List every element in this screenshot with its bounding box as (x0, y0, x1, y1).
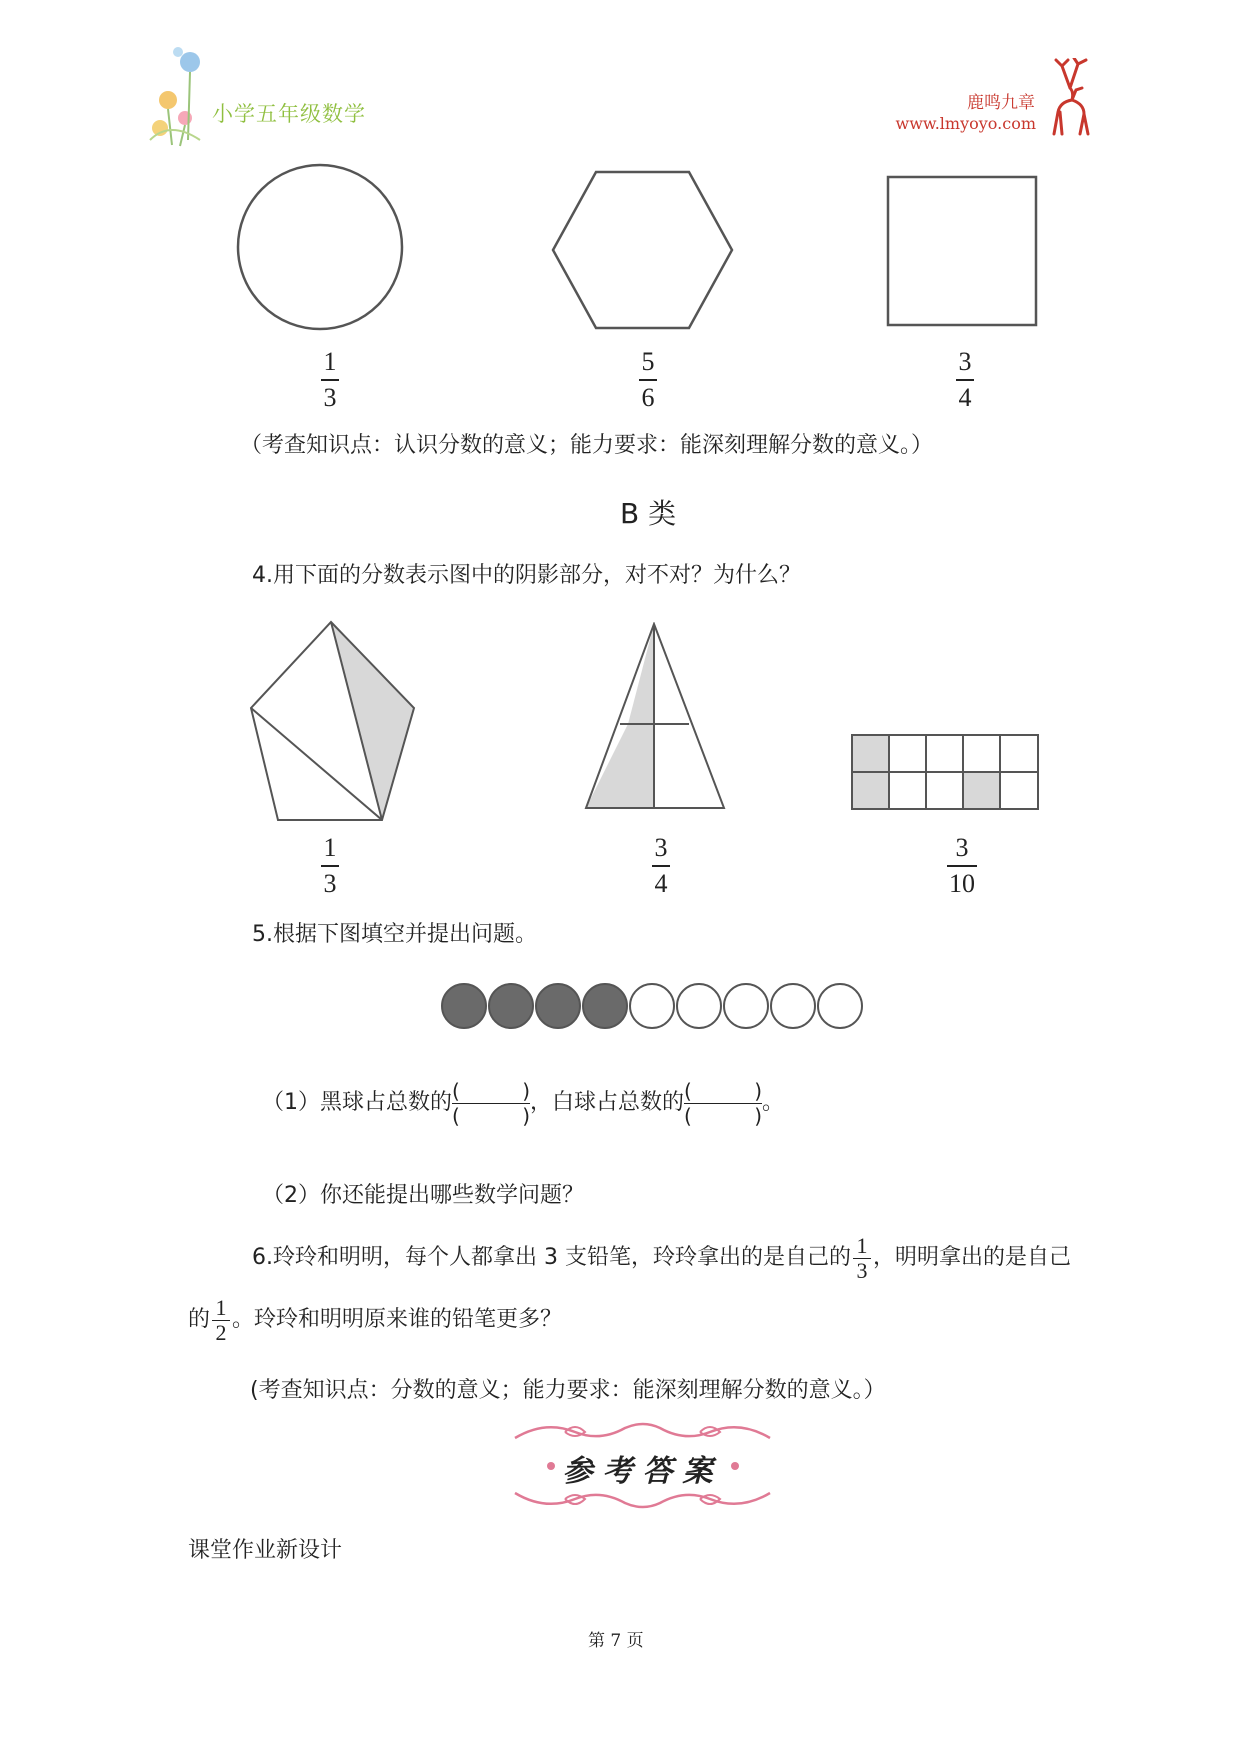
question-5-part-1 (262, 1068, 784, 1138)
white-ratio-blank[interactable]: ( ) ( ) (684, 1078, 763, 1128)
grid-shaded-figure (850, 733, 1042, 811)
fraction-triangle: 3 4 (646, 833, 676, 899)
circle-shape (235, 162, 405, 332)
fraction-grid: 3 10 (949, 833, 975, 898)
fraction-hexagon: 5 6 (633, 347, 663, 413)
brand-name: 鹿鸣九章 (967, 93, 1035, 113)
question-5-text: 5.根据下图填空并提出问题。 (252, 922, 537, 947)
part1-mid: ，白球占总数的 (530, 1090, 685, 1115)
black-ball (583, 984, 627, 1028)
black-ball (489, 984, 533, 1028)
header-subject-title: 小学五年级数学 (212, 102, 366, 126)
question-6-line-1: 6.玲玲和明明，每个人都拿出 3 支铅笔，玲玲拿出的是自己的 $\frac{1}{3}$ ，明明拿出的是自己 (252, 1232, 1071, 1283)
question-6-line-2: 的 $\frac{1}{2}$ 。玲玲和明明原来谁的铅笔更多？ (188, 1294, 563, 1345)
header-logo-left (130, 40, 390, 150)
section-heading-classwork: 课堂作业新设计 (188, 1538, 343, 1563)
pentagon-shaded-figure (248, 620, 418, 825)
white-ball (818, 984, 862, 1028)
deer-logo-icon (1040, 58, 1100, 138)
square-shape (886, 175, 1038, 327)
white-ball (677, 984, 721, 1028)
question-4-text: 4.用下面的分数表示图中的阴影部分，对不对？为什么？ (252, 563, 801, 588)
header-brand-right (880, 58, 1110, 148)
flower-decoration-icon (130, 40, 220, 150)
black-ball (442, 984, 486, 1028)
white-ball (771, 984, 815, 1028)
triangle-shaded-figure (580, 622, 730, 812)
page-footer: 第 7 页 (588, 1631, 644, 1651)
q6-fraction-one-third: $\frac{1}{3}$ (853, 1234, 871, 1283)
answer-banner-text: 参考答案 (562, 1454, 723, 1489)
section-b-title: B 类 (620, 497, 677, 530)
white-ball (724, 984, 768, 1028)
q6-fraction-one-half: $\frac{1}{2}$ (212, 1296, 230, 1345)
knowledge-note-1: （考查知识点：认识分数的意义；能力要求：能深刻理解分数的意义。） (240, 433, 934, 458)
fraction-square: 3 4 (950, 347, 980, 413)
answer-banner (505, 1418, 780, 1513)
question-5-part-2: （2）你还能提出哪些数学问题？ (262, 1183, 584, 1208)
hexagon-shape (550, 168, 735, 333)
fraction-pentagon: 1 3 (315, 833, 345, 899)
part1-prefix: （1）黑球占总数的 (262, 1090, 452, 1115)
knowledge-note-2: (考查知识点：分数的意义；能力要求：能深刻理解分数的意义。） (250, 1378, 886, 1403)
black-ball (536, 984, 580, 1028)
part1-end: 。 (762, 1090, 785, 1115)
black-ratio-blank[interactable]: ( ) ( ) (452, 1078, 530, 1128)
fraction-circle: 1 3 (315, 347, 345, 413)
balls-row-figure (440, 980, 870, 1032)
brand-url: www.lmyoyo.com (895, 114, 1036, 133)
white-ball (630, 984, 674, 1028)
